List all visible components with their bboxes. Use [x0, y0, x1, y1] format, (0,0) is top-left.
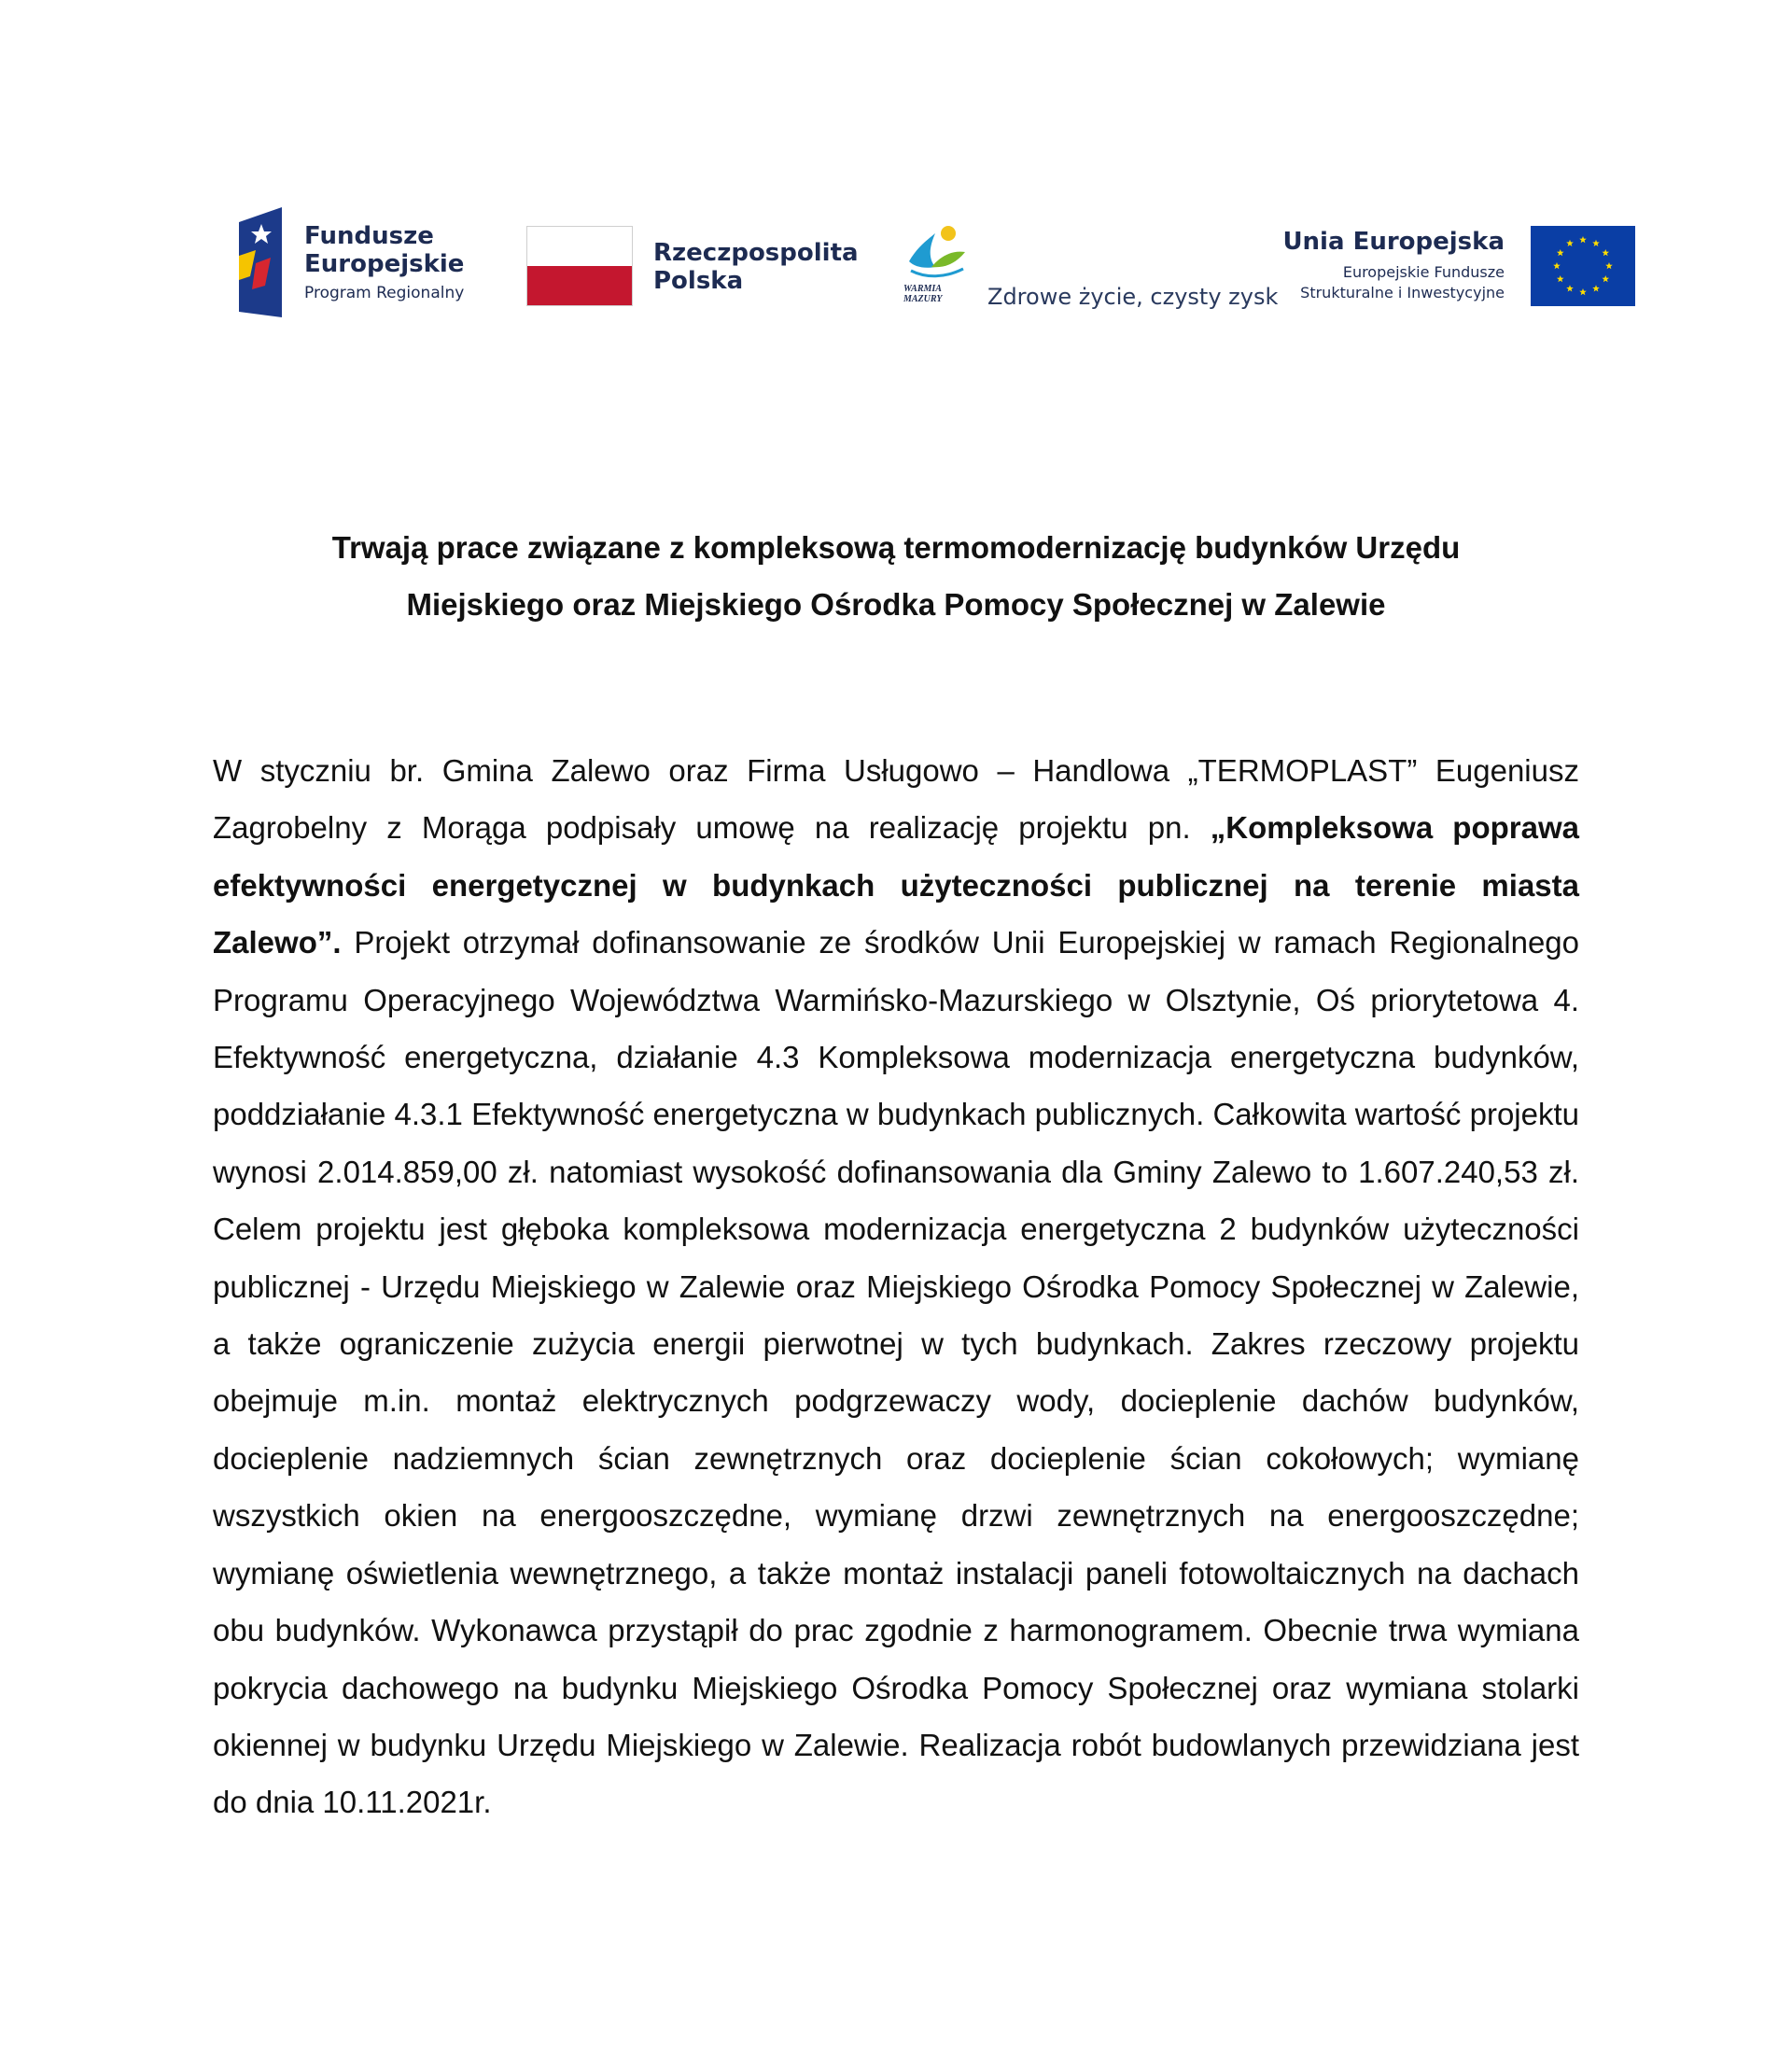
warmia-mazury-logo — [903, 207, 1279, 317]
eu-star-icon — [1557, 275, 1564, 282]
unia-line1: Unia Europejska — [1282, 228, 1505, 256]
title-line2: Miejskiego oraz Miejskiego Ośrodka Pomocy Społecznej w Zalewie — [406, 587, 1386, 622]
unia-line3: Strukturalne i Inwestycyjne — [1300, 284, 1505, 301]
eu-star-icon — [1592, 240, 1600, 246]
unia-europejska-logo — [1282, 207, 1635, 317]
rzeczpospolita-line2: Polska — [653, 267, 744, 295]
fundusze-line2: Europejskie — [304, 250, 465, 278]
rzeczpospolita-line1: Rzeczpospolita — [653, 239, 859, 267]
eu-star-icon — [1553, 262, 1561, 269]
warmia-mazury-emblem — [903, 224, 969, 282]
eu-star-icon — [1557, 249, 1564, 256]
warmia-line1: WARMIA — [903, 284, 942, 294]
body-intro: W styczniu br. Gmina Zalewo oraz Firma Usługowo – Handlowa „TERMOPLAST” Eugeniusz Zagrobelny z Morąga podpisały umowę na realizację projektu pn. — [213, 753, 1579, 846]
eu-star-icon — [1566, 285, 1574, 291]
logo-bar — [233, 207, 1633, 319]
body-project-name: „Kompleksowa poprawa efektywności energetycznej w budynkach użyteczności publicznej na terenie miasta Zalewo”. — [213, 810, 1579, 960]
body-rest: Projekt otrzymał dofinansowanie ze środków Unii Europejskiej w ramach Regionalnego Programu Operacyjnego Województwa Warmińsko-Mazurskiego w Olsztynie, Oś priorytetowa 4. Efektywność energetyczna, działanie 4.3 Kompleksowa modernizacja energetyczna budynków, poddziałanie 4.3.1 Efektywność energetyczna w budynkach publicznych. Całkowita wartość projektu wynosi 2.014.859,00 zł. natomiast wysokość dofinansowania dla Gminy Zalewo to 1.607.240,53 zł. Celem projektu jest głęboka kompleksowa modernizacja energetyczna 2 budynków użyteczności publicznej - Urzędu Miejskiego w Zalewie oraz Miejskiego Ośrodka Pomocy Społecznej w Zalewie, a także ograniczenie zużycia energii pierwotnej w tych budynkach. Zakres rzeczowy projektu obejmuje m.in. montaż elektrycznych podgrzewaczy wody, docieplenie dachów budynków, docieplenie nadziemnych ścian zewnętrznych oraz docieplenie ścian cokołowych; wymianę wszystkich okien na energooszczędne, wymianę drzwi zewnętrznych na energooszczędne; wymianę oświetlenia wewnętrznego, a także montaż instalacji paneli fotowoltaicznych na dachach obu budynków. Wykonawca przystąpił do prac zgodnie z harmonogramem. Obecnie trwa wymiana pokrycia dachowego na budynku Miejskiego Ośrodka Pomocy Społecznej oraz wymiana stolarki okiennej w budynku Urzędu Miejskiego w Zalewie. Realizacja robót budowlanych przewidziana jest do dnia 10.11.2021r. — [213, 925, 1579, 1820]
eu-star-icon — [1579, 288, 1587, 295]
warmia-line2: MAZURY — [903, 294, 943, 304]
eu-star-icon — [1602, 275, 1609, 282]
document-title — [233, 519, 1559, 633]
eu-star-icon — [1566, 240, 1574, 246]
fundusze-europejskie-logo — [233, 207, 476, 317]
eu-star-icon — [1602, 249, 1609, 256]
warmia-slogan: Zdrowe życie, czysty zysk — [987, 284, 1279, 310]
fundusze-line1: Fundusze — [304, 222, 434, 250]
rzeczpospolita-polska-logo — [526, 207, 859, 317]
polish-flag-icon — [526, 226, 633, 306]
body-paragraph — [213, 742, 1579, 1831]
fundusze-line3: Program Regionalny — [304, 284, 465, 302]
fundusze-europejskie-emblem — [233, 207, 289, 317]
title-line1: Trwają prace związane z kompleksową termomodernizację budynków Urzędu — [331, 530, 1461, 565]
eu-flag-icon — [1531, 226, 1635, 306]
eu-star-icon — [1592, 285, 1600, 291]
unia-line2: Europejskie Fundusze — [1342, 263, 1505, 281]
eu-star-icon — [1605, 262, 1613, 269]
eu-star-icon — [1579, 236, 1587, 243]
